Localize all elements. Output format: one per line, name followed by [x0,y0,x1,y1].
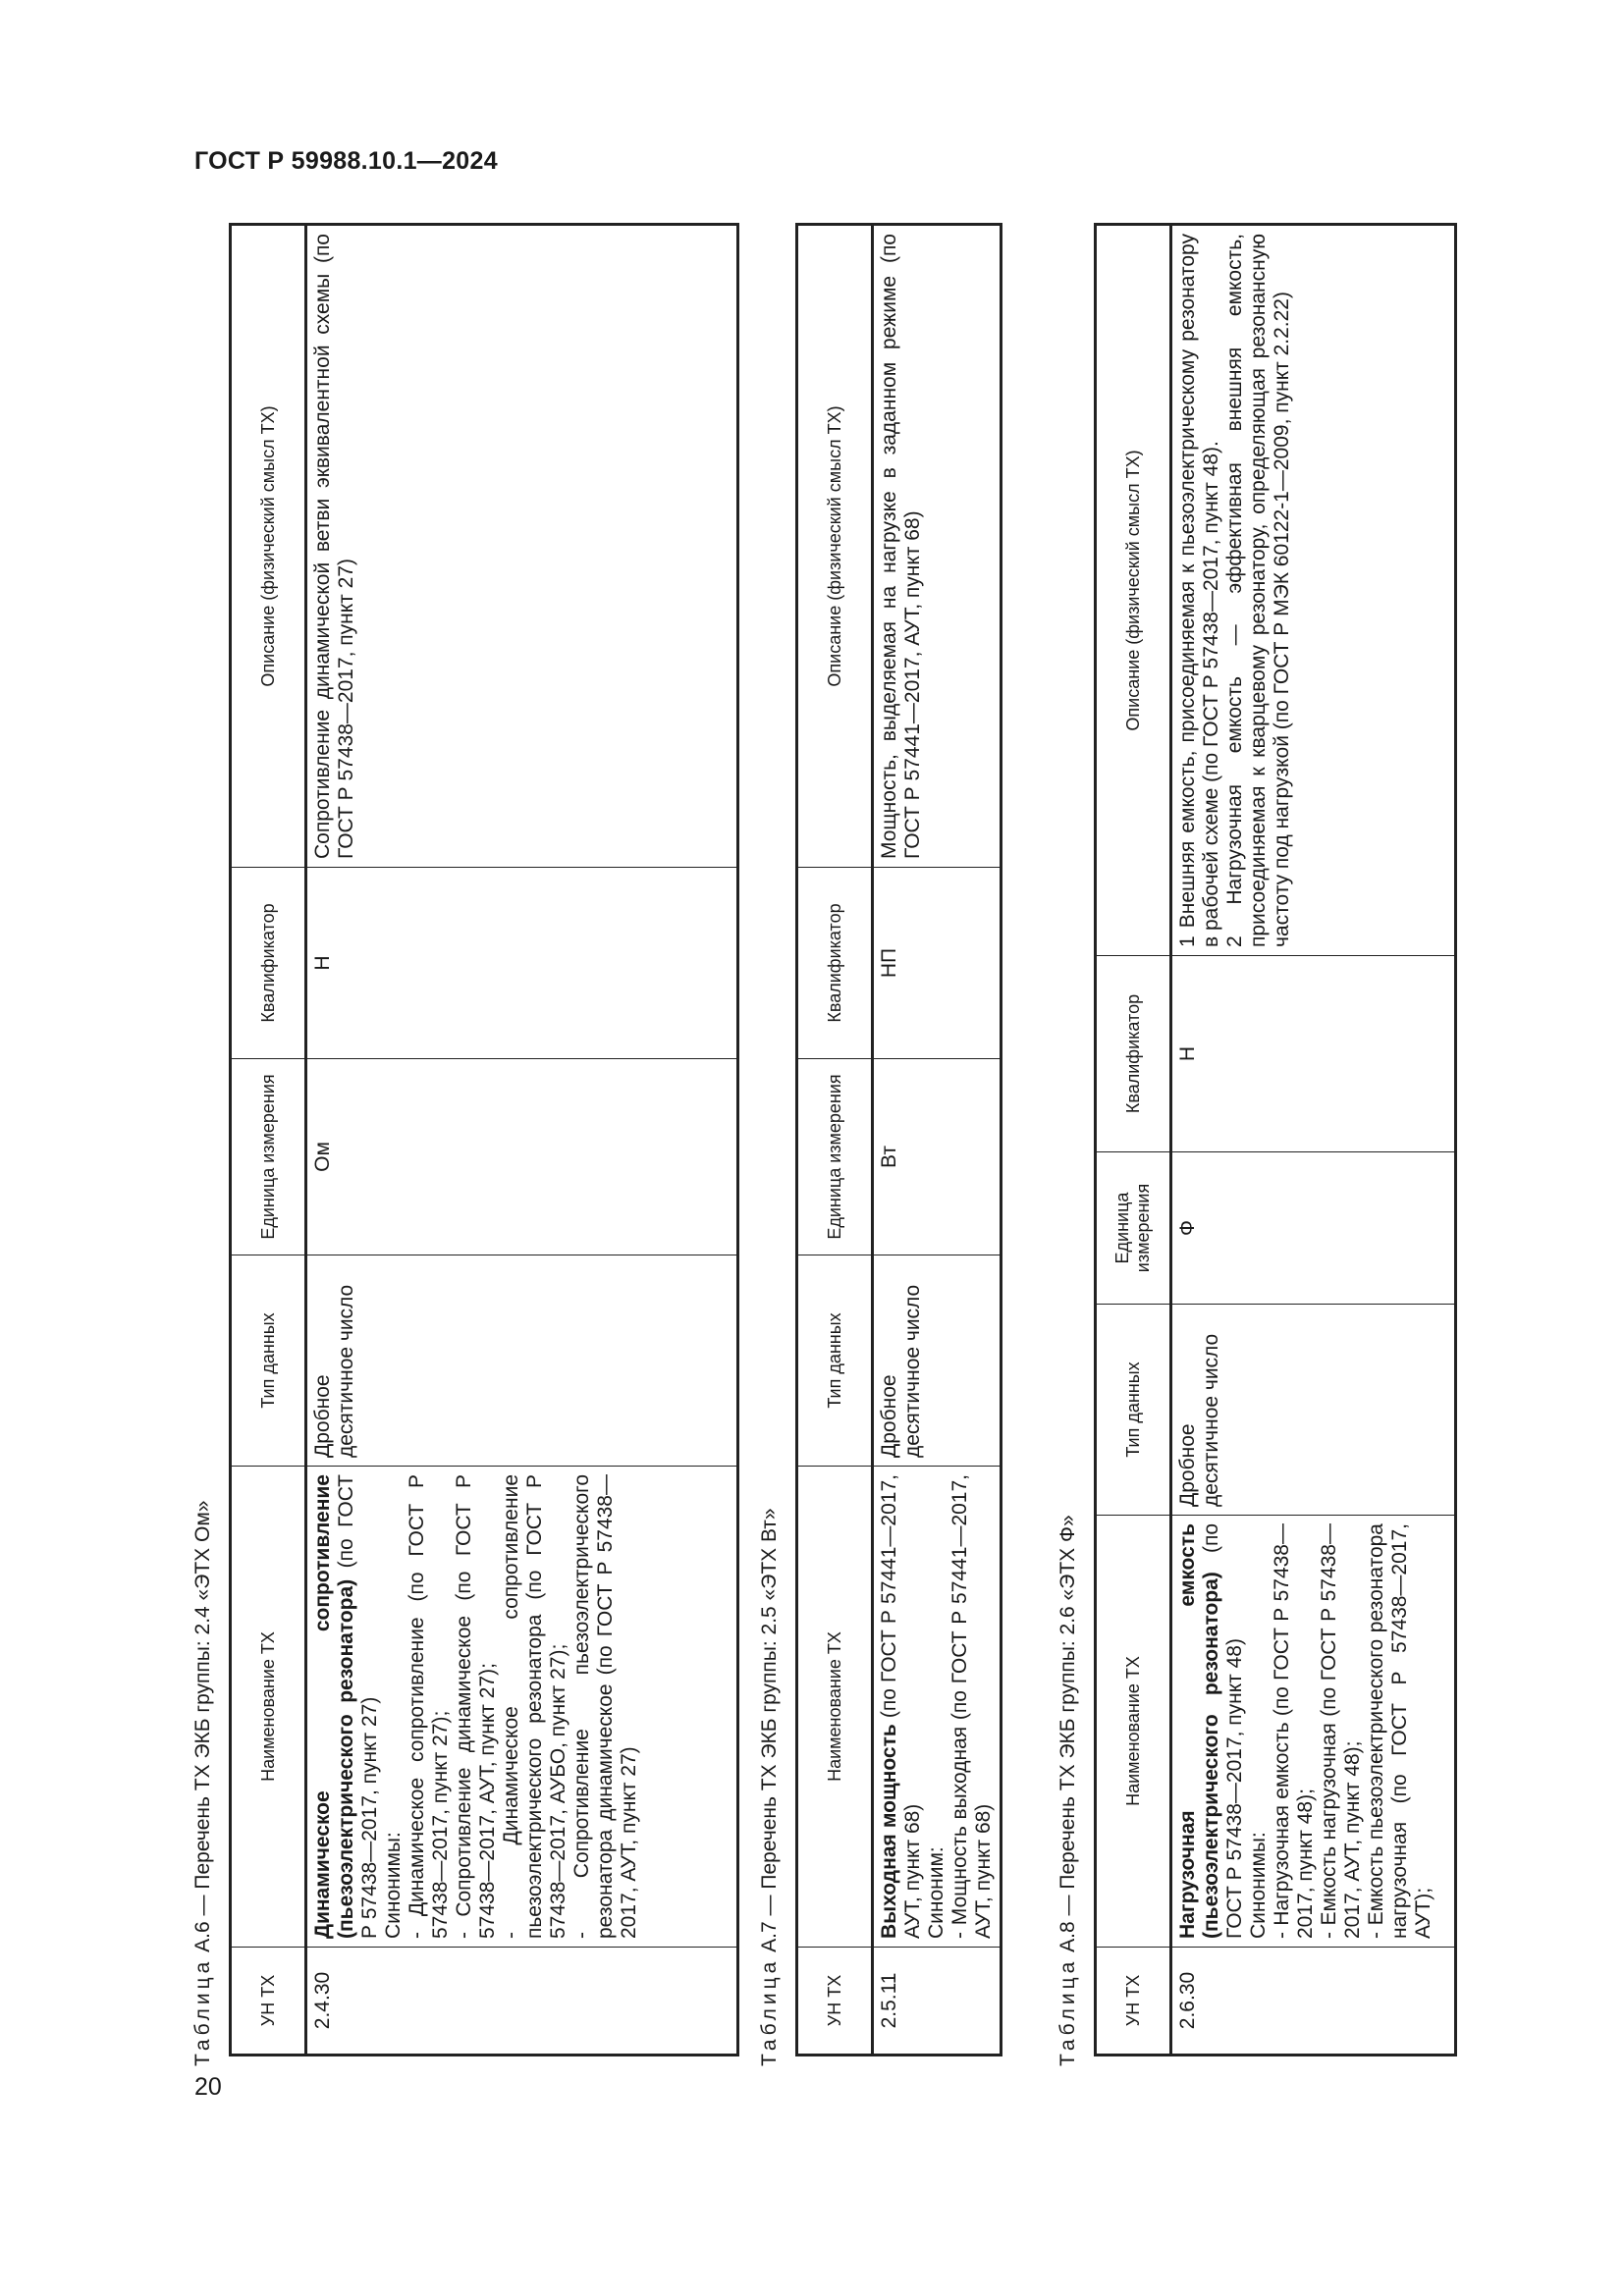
col-header-type: Тип данных [1096,1305,1171,1516]
cell-un: 2.4.30 [306,1948,738,2056]
col-header-qualifier: Квалификатор [1096,956,1171,1152]
synonyms-label: Синонимы: [1247,1832,1270,1939]
name-ref: (по ГОСТ Р 57441—2017, АУТ, пункт 68) [878,1474,924,1939]
table-row [873,225,1001,2056]
table-header-row [1096,225,1171,2056]
synonym-item: - Емкость нагрузочная (по ГОСТ Р 57438—2017, АУТ, пункт 48); [1318,1523,1364,1939]
caption-prefix: Таблица [758,1957,781,2066]
cell-qualifier: Н [306,868,738,1059]
cell-qualifier: Н [1171,956,1456,1152]
description-line: 2 Нагрузочная емкость — эффективная внешняя емкость, присоединяемая к кварцевому резонатору, определяющая резонансную частоту под нагрузкой (по ГОСТ Р МЭК 60122-1—2009, пункт 2.2.22) [1223,234,1293,947]
cell-description [873,225,1001,868]
cell-name [306,1467,738,1948]
name-ref: (по ГОСТ Р 57438—2017, пункт 27) [335,1474,381,1939]
table-a7 [795,223,1002,2056]
caption-prefix: Таблица [191,1957,214,2066]
cell-type: Дробное десятичное число [306,1255,738,1467]
name-ref: (по ГОСТ Р 57438—2017, пункт 48) [1200,1523,1246,1939]
table-header-row [231,225,306,2056]
col-header-type: Тип данных [231,1255,306,1467]
caption-text: А.7 — Перечень ТХ ЭКБ группы: 2.5 «ЭТХ Вт» [758,1508,781,1958]
cell-unit: Ом [306,1059,738,1255]
synonym-item: - Нагрузочная емкость (по ГОСТ Р 57438—2017, пункт 48); [1271,1523,1317,1939]
table-caption [191,1501,215,2066]
col-header-un: УН ТХ [231,1948,306,2056]
name-bold: Динамическое сопротивление (пьезоэлектрического резонатора) [311,1474,357,1939]
synonym-item: - Сопротивление динамическое (по ГОСТ Р 57438—2017, АУТ, пункт 27); [453,1474,499,1939]
synonym-item: - Емкость пьезоэлектрического резонатора нагрузочная (по ГОСТ Р 57438—2017, АУТ); [1365,1523,1435,1939]
name-bold: Нагрузочная емкость (пьезоэлектрического резонатора) [1176,1523,1222,1939]
col-header-description: Описание (физический смысл ТХ) [797,225,873,868]
col-header-unit: Единица измерения [231,1059,306,1255]
page-number: 20 [194,2073,222,2101]
table-a6 [229,223,739,2056]
col-header-un: УН ТХ [1096,1948,1171,2056]
col-header-name: Наименование ТХ [231,1467,306,1948]
table-row [1171,225,1456,2056]
name-bold: Выходная мощность [878,1724,900,1939]
caption-text: А.6 — Перечень ТХ ЭКБ группы: 2.4 «ЭТХ Ом» [191,1500,214,1958]
description-line: 1 Внешняя емкость, присоединяемая к пьезоэлектрическому резонатору в рабочей схеме (по ГОСТ Р 57438—2017, пункт 48). [1176,234,1222,947]
synonym-item: - Сопротивление пьезоэлектрического резонатора динамическое (по ГОСТ Р 57438—2017, АУТ, пункт 27) [570,1474,640,1939]
col-header-description: Описание (физический смысл ТХ) [1096,225,1171,956]
col-header-qualifier: Квалификатор [797,868,873,1059]
col-header-unit: Единица измерения [1096,1152,1171,1305]
cell-description [306,225,738,868]
table-caption [1056,1515,1080,2066]
cell-description [1171,225,1456,956]
table-row [306,225,738,2056]
description-line: Сопротивление динамической ветви эквивалентной схемы (по ГОСТ Р 57438—2017, пункт 27) [311,234,357,859]
cell-unit: Вт [873,1059,1001,1255]
cell-qualifier: НП [873,868,1001,1059]
description-line: Мощность, выделяемая на нагрузке в заданном режиме (по ГОСТ Р 57441—2017, АУТ, пункт 68) [878,234,924,859]
cell-type: Дробное десятичное число [873,1255,1001,1467]
caption-text: А.8 — Перечень ТХ ЭКБ группы: 2.6 «ЭТХ Ф» [1056,1515,1079,1958]
document-header: ГОСТ Р 59988.10.1—2024 [194,147,498,175]
table-header-row [797,225,873,2056]
cell-un: 2.5.11 [873,1948,1001,2056]
col-header-name: Наименование ТХ [1096,1516,1171,1948]
cell-type: Дробное десятичное число [1171,1305,1456,1516]
cell-un: 2.6.30 [1171,1948,1456,2056]
table-caption [758,1508,782,2066]
caption-prefix: Таблица [1056,1957,1079,2066]
table-a8 [1094,223,1457,2056]
col-header-qualifier: Квалификатор [231,868,306,1059]
col-header-name: Наименование ТХ [797,1467,873,1948]
synonym-item: - Динамическое сопротивление (по ГОСТ Р 57438—2017, пункт 27); [406,1474,452,1939]
cell-name [873,1467,1001,1948]
synonym-item: - Динамическое сопротивление пьезоэлектрического резонатора (по ГОСТ Р 57438—2017, АУБО, пункт 27); [500,1474,569,1939]
col-header-type: Тип данных [797,1255,873,1467]
col-header-description: Описание (физический смысл ТХ) [231,225,306,868]
col-header-un: УН ТХ [797,1948,873,2056]
synonym-item: - Мощность выходная (по ГОСТ Р 57441—2017, АУТ, пункт 68) [948,1474,995,1939]
cell-name [1171,1516,1456,1948]
synonyms-label: Синоним: [925,1846,947,1939]
synonyms-label: Синонимы: [382,1832,405,1939]
col-header-unit: Единица измерения [797,1059,873,1255]
cell-unit: Ф [1171,1152,1456,1305]
